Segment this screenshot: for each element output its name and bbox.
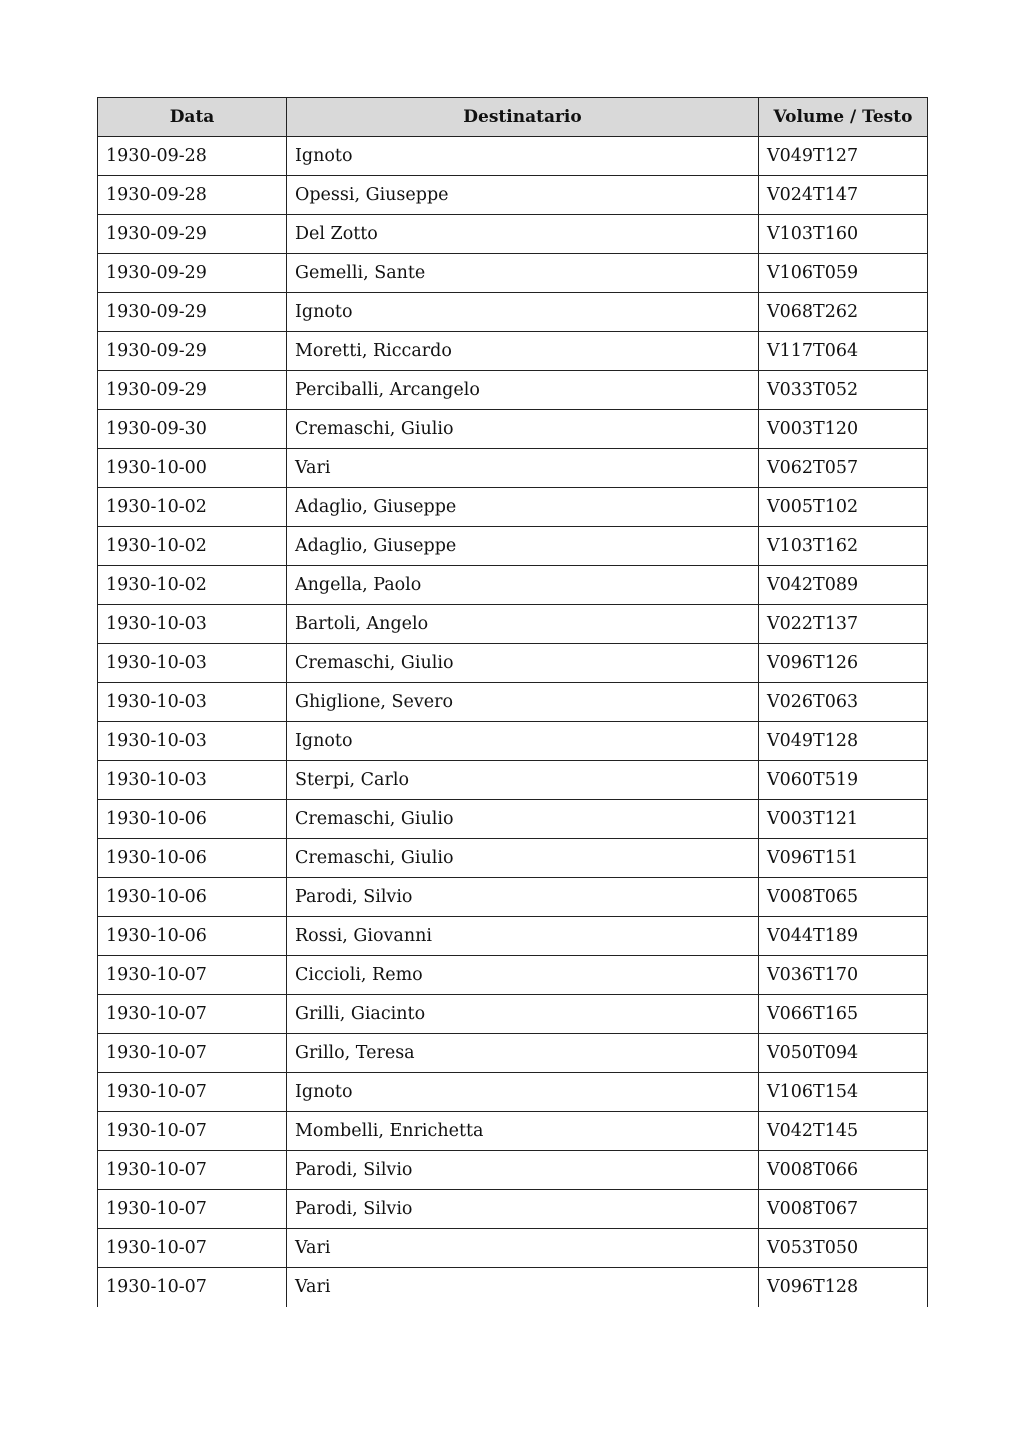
cell-volume: V103T160 (759, 215, 928, 254)
cell-recipient: Adaglio, Giuseppe (287, 527, 759, 566)
cell-date: 1930-10-02 (98, 566, 287, 605)
column-header-recipient: Destinatario (287, 98, 759, 137)
cell-recipient: Gemelli, Sante (287, 254, 759, 293)
table-row (98, 644, 928, 683)
cell-date: 1930-09-28 (98, 176, 287, 215)
cell-volume: V096T151 (759, 839, 928, 878)
table-row (98, 683, 928, 722)
cell-date: 1930-10-06 (98, 839, 287, 878)
table-row (98, 1112, 928, 1151)
cell-recipient: Perciballi, Arcangelo (287, 371, 759, 410)
table-row (98, 254, 928, 293)
cell-volume: V117T064 (759, 332, 928, 371)
cell-volume: V106T154 (759, 1073, 928, 1112)
cell-date: 1930-10-03 (98, 605, 287, 644)
cell-recipient: Ignoto (287, 137, 759, 176)
table-row (98, 1190, 928, 1229)
table-row (98, 527, 928, 566)
cell-volume: V053T050 (759, 1229, 928, 1268)
column-header-volume: Volume / Testo (759, 98, 928, 137)
cell-volume: V044T189 (759, 917, 928, 956)
cell-recipient: Sterpi, Carlo (287, 761, 759, 800)
table-row (98, 1229, 928, 1268)
cell-volume: V024T147 (759, 176, 928, 215)
cell-date: 1930-09-29 (98, 332, 287, 371)
cell-volume: V036T170 (759, 956, 928, 995)
cell-date: 1930-10-06 (98, 878, 287, 917)
cell-date: 1930-10-03 (98, 761, 287, 800)
cell-date: 1930-10-07 (98, 956, 287, 995)
table-row (98, 215, 928, 254)
table-row (98, 293, 928, 332)
cell-date: 1930-10-07 (98, 1112, 287, 1151)
cell-recipient: Vari (287, 1229, 759, 1268)
cell-date: 1930-10-06 (98, 800, 287, 839)
cell-recipient: Ignoto (287, 293, 759, 332)
table-row (98, 1268, 928, 1307)
cell-volume: V106T059 (759, 254, 928, 293)
cell-recipient: Grillo, Teresa (287, 1034, 759, 1073)
cell-volume: V068T262 (759, 293, 928, 332)
cell-volume: V022T137 (759, 605, 928, 644)
cell-date: 1930-10-02 (98, 527, 287, 566)
cell-recipient: Moretti, Riccardo (287, 332, 759, 371)
cell-volume: V008T066 (759, 1151, 928, 1190)
cell-date: 1930-10-03 (98, 722, 287, 761)
cell-recipient: Opessi, Giuseppe (287, 176, 759, 215)
table-row (98, 917, 928, 956)
cell-date: 1930-10-07 (98, 995, 287, 1034)
table-row (98, 605, 928, 644)
cell-recipient: Ciccioli, Remo (287, 956, 759, 995)
cell-date: 1930-10-06 (98, 917, 287, 956)
cell-date: 1930-09-28 (98, 137, 287, 176)
cell-date: 1930-09-29 (98, 371, 287, 410)
cell-recipient: Parodi, Silvio (287, 1151, 759, 1190)
cell-volume: V049T127 (759, 137, 928, 176)
cell-date: 1930-10-07 (98, 1229, 287, 1268)
table-row (98, 878, 928, 917)
table-row (98, 1034, 928, 1073)
cell-recipient: Parodi, Silvio (287, 1190, 759, 1229)
table-row (98, 410, 928, 449)
cell-date: 1930-10-03 (98, 644, 287, 683)
cell-date: 1930-10-07 (98, 1034, 287, 1073)
cell-volume: V050T094 (759, 1034, 928, 1073)
cell-recipient: Vari (287, 449, 759, 488)
cell-volume: V033T052 (759, 371, 928, 410)
cell-recipient: Del Zotto (287, 215, 759, 254)
letters-table (97, 97, 928, 1307)
cell-volume: V096T128 (759, 1268, 928, 1307)
table-row (98, 995, 928, 1034)
table-row (98, 566, 928, 605)
cell-recipient: Ghiglione, Severo (287, 683, 759, 722)
cell-volume: V042T145 (759, 1112, 928, 1151)
cell-recipient: Cremaschi, Giulio (287, 839, 759, 878)
table-row (98, 332, 928, 371)
table-row (98, 137, 928, 176)
table-row (98, 371, 928, 410)
cell-recipient: Adaglio, Giuseppe (287, 488, 759, 527)
cell-date: 1930-09-30 (98, 410, 287, 449)
cell-volume: V049T128 (759, 722, 928, 761)
cell-volume: V062T057 (759, 449, 928, 488)
table-row (98, 1073, 928, 1112)
cell-date: 1930-09-29 (98, 215, 287, 254)
cell-volume: V060T519 (759, 761, 928, 800)
cell-recipient: Ignoto (287, 1073, 759, 1112)
cell-volume: V003T120 (759, 410, 928, 449)
cell-recipient: Bartoli, Angelo (287, 605, 759, 644)
cell-recipient: Cremaschi, Giulio (287, 800, 759, 839)
cell-volume: V008T067 (759, 1190, 928, 1229)
cell-date: 1930-10-02 (98, 488, 287, 527)
cell-date: 1930-09-29 (98, 254, 287, 293)
table-row (98, 449, 928, 488)
table-row (98, 1151, 928, 1190)
column-header-date: Data (98, 98, 287, 137)
cell-volume: V066T165 (759, 995, 928, 1034)
cell-volume: V003T121 (759, 800, 928, 839)
cell-recipient: Rossi, Giovanni (287, 917, 759, 956)
cell-date: 1930-10-07 (98, 1073, 287, 1112)
cell-volume: V005T102 (759, 488, 928, 527)
cell-date: 1930-09-29 (98, 293, 287, 332)
table-row (98, 956, 928, 995)
cell-date: 1930-10-07 (98, 1190, 287, 1229)
cell-recipient: Cremaschi, Giulio (287, 410, 759, 449)
cell-volume: V026T063 (759, 683, 928, 722)
table-header-row (98, 98, 928, 137)
cell-recipient: Grilli, Giacinto (287, 995, 759, 1034)
table-row (98, 800, 928, 839)
table-body (98, 137, 928, 1307)
cell-date: 1930-10-00 (98, 449, 287, 488)
cell-volume: V096T126 (759, 644, 928, 683)
cell-date: 1930-10-07 (98, 1268, 287, 1307)
cell-recipient: Ignoto (287, 722, 759, 761)
cell-volume: V008T065 (759, 878, 928, 917)
table-row (98, 761, 928, 800)
cell-recipient: Cremaschi, Giulio (287, 644, 759, 683)
table-row (98, 488, 928, 527)
cell-date: 1930-10-07 (98, 1151, 287, 1190)
table-row (98, 176, 928, 215)
table-row (98, 839, 928, 878)
cell-volume: V042T089 (759, 566, 928, 605)
cell-date: 1930-10-03 (98, 683, 287, 722)
cell-volume: V103T162 (759, 527, 928, 566)
cell-recipient: Angella, Paolo (287, 566, 759, 605)
table-row (98, 722, 928, 761)
cell-recipient: Parodi, Silvio (287, 878, 759, 917)
cell-recipient: Mombelli, Enrichetta (287, 1112, 759, 1151)
cell-recipient: Vari (287, 1268, 759, 1307)
